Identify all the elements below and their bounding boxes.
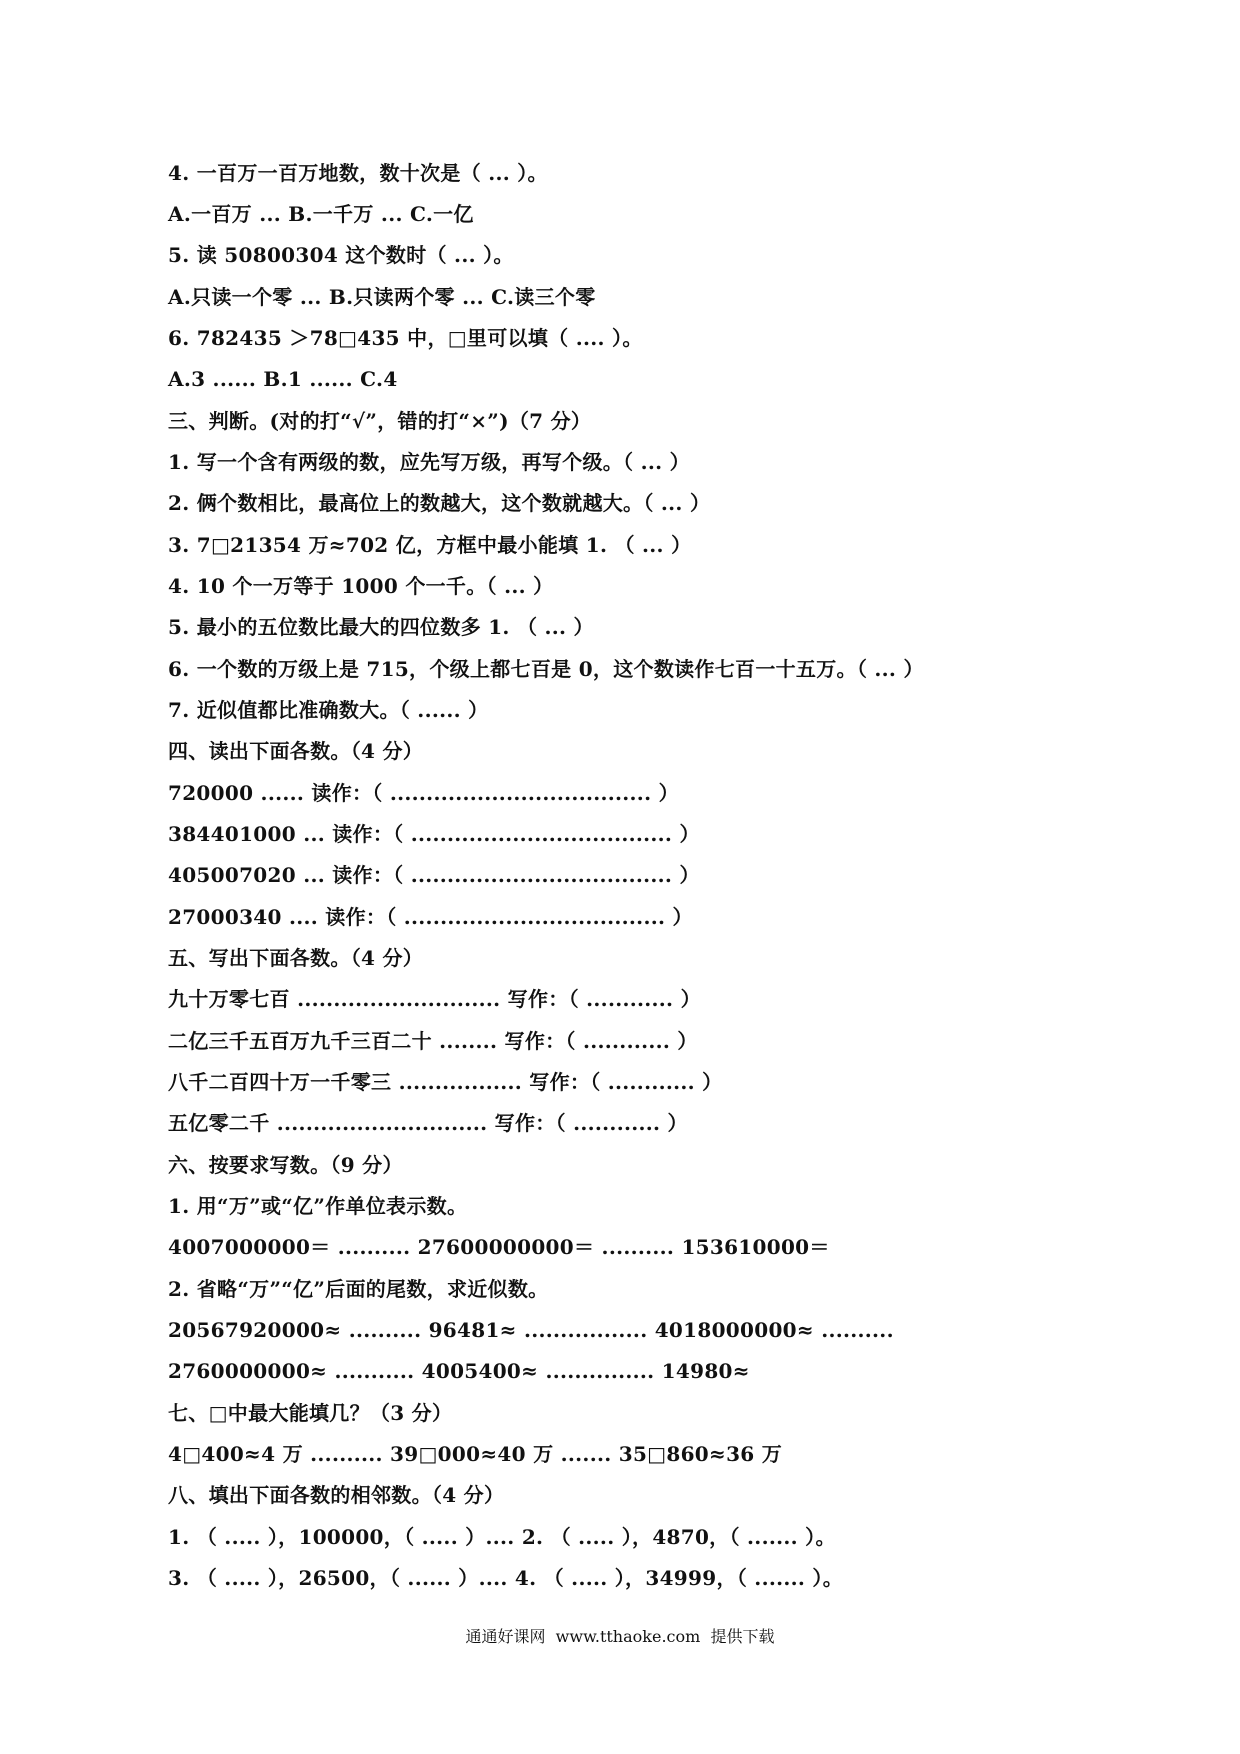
footer-credit: 通通好课网 www.tthaoke.com 提供下载: [465, 1627, 775, 1646]
read-item-4: 27000340 .... 读作：（ .................................... ）: [168, 905, 693, 929]
section-6-part-1: 1. 用“万”或“亿”作单位表示数。: [168, 1194, 468, 1218]
section-6-heading: 六、按要求写数。（9 分）: [168, 1153, 403, 1177]
judge-item-3: 3. 7□21354 万≈702 亿，方框中最小能填 1. （ ... ）: [168, 533, 692, 557]
question-4-options: A.一百万 ... B.一千万 ... C.一亿: [168, 202, 474, 226]
unit-row: 4007000000＝ .......... 27600000000＝ .......... 153610000＝: [168, 1235, 830, 1259]
judge-item-6: 6. 一个数的万级上是 715，个级上都七百是 0，这个数读作七百一十五万。（ ... ）: [168, 657, 924, 681]
judge-item-2: 2. 俩个数相比，最高位上的数越大，这个数就越大。（ ... ）: [168, 491, 711, 515]
question-5-options: A.只读一个零 ... B.只读两个零 ... C.读三个零: [168, 285, 596, 309]
read-item-2: 384401000 ... 读作：（ .................................... ）: [168, 822, 700, 846]
neighbor-row-1: 1. （ ..... ），100000，（ ..... ）.... 2. （ ..... ），4870，（ ....... ）。: [168, 1525, 836, 1549]
question-6: 6. 782435 ＞78□435 中，□里可以填（ .... ）。: [168, 326, 643, 350]
section-3-heading: 三、判断。(对的打“√”，错的打“×”)（7 分）: [168, 409, 592, 433]
approx-row-2: 2760000000≈ ........... 4005400≈ ............... 14980≈: [168, 1359, 750, 1383]
section-5-heading: 五、写出下面各数。（4 分）: [168, 946, 424, 970]
section-4-heading: 四、读出下面各数。（4 分）: [168, 739, 424, 763]
write-item-3: 八千二百四十万一千零三 ................. 写作：（ ............ ）: [168, 1070, 723, 1094]
neighbor-row-2: 3. （ ..... ），26500，（ ...... ）.... 4. （ ..... ），34999，（ ....... ）。: [168, 1566, 844, 1590]
question-5: 5. 读 50800304 这个数时（ ... ）。: [168, 243, 514, 267]
read-item-3: 405007020 ... 读作：（ .................................... ）: [168, 863, 700, 887]
approx-row-1: 20567920000≈ .......... 96481≈ ................. 4018000000≈ ..........: [168, 1318, 894, 1342]
write-item-1: 九十万零七百 ............................ 写作：（ ............ ）: [168, 987, 701, 1011]
judge-item-7: 7. 近似值都比准确数大。（ ...... ）: [168, 698, 489, 722]
judge-item-1: 1. 写一个含有两级的数，应先写万级，再写个级。（ ... ）: [168, 450, 690, 474]
write-item-4: 五亿零二千 ............................. 写作：（ ............ ）: [168, 1111, 688, 1135]
write-item-2: 二亿三千五百万九千三百二十 ........ 写作：（ ............ ）: [168, 1029, 698, 1053]
question-4: 4. 一百万一百万地数，数十次是（ ... ）。: [168, 161, 548, 185]
section-8-heading: 八、填出下面各数的相邻数。（4 分）: [168, 1483, 505, 1507]
judge-item-4: 4. 10 个一万等于 1000 个一千。（ ... ）: [168, 574, 554, 598]
judge-item-5: 5. 最小的五位数比最大的四位数多 1. （ ... ）: [168, 615, 594, 639]
read-item-1: 720000 ...... 读作：（ .................................... ）: [168, 781, 679, 805]
question-6-options: A.3 ...... B.1 ...... C.4: [168, 367, 398, 391]
section-6-part-2: 2. 省略“万”“亿”后面的尾数，求近似数。: [168, 1277, 549, 1301]
section-7-heading: 七、□中最大能填几？（3 分）: [168, 1401, 453, 1425]
max-digit-row: 4□400≈4 万 .......... 39□000≈40 万 ....... 35□860≈36 万: [168, 1442, 783, 1466]
